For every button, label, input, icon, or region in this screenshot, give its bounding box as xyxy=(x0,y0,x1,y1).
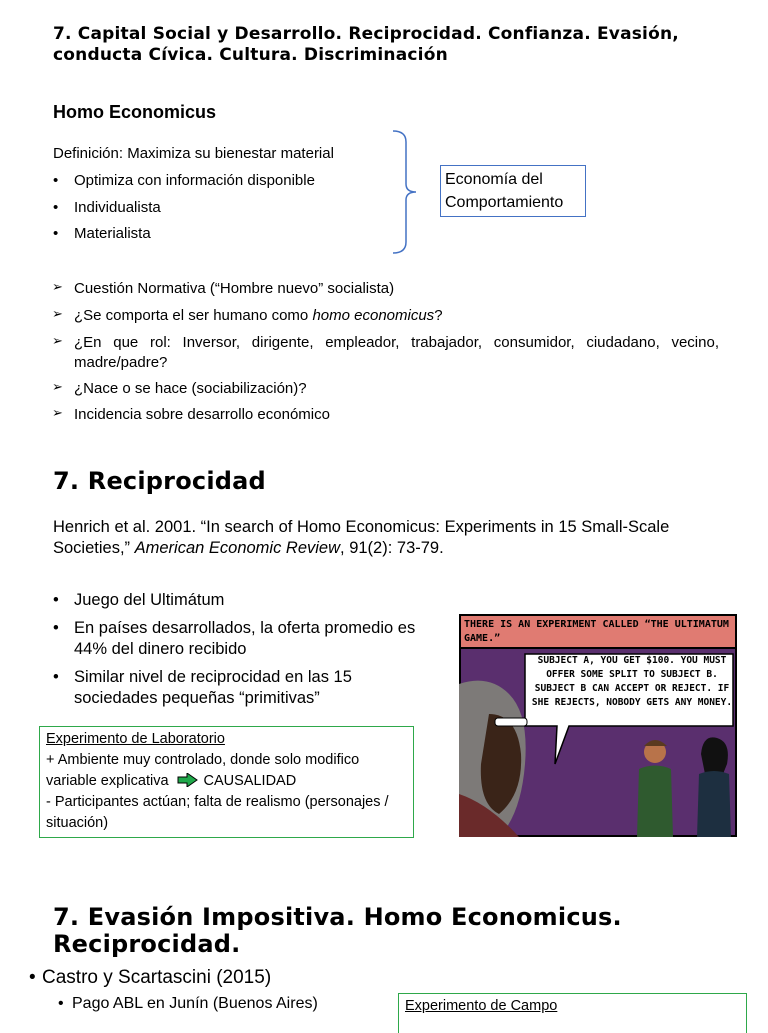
list-item: ¿Se comporta el ser humano como homo economicus? xyxy=(74,307,443,324)
section1-title: 7. Capital Social y Desarrollo. Reciprocidad. Confianza. Evasión, conducta Cívica. Cultura. Discriminación xyxy=(53,24,679,65)
bullet-dot: • xyxy=(53,199,59,216)
arrow-bullet-icon: ➢ xyxy=(52,380,63,395)
list-item: Incidencia sobre desarrollo económico xyxy=(74,406,330,423)
comic-caption: THERE IS AN EXPERIMENT CALLED “THE ULTIMATUM GAME.” xyxy=(464,619,729,644)
definition-text: Definición: Maximiza su bienestar material xyxy=(53,145,334,162)
ultimatum-game-comic xyxy=(459,614,737,837)
arrow-bullet-icon: ➢ xyxy=(52,334,63,349)
list-item: ¿En que rol: Inversor, dirigente, empleador, trabajador, consumidor, ciudadano, vecino, madre/padre? xyxy=(74,334,719,371)
bullet-dot: • xyxy=(29,967,36,988)
list-item: Optimiza con información disponible xyxy=(74,172,315,189)
field-experiment-box xyxy=(398,993,747,1033)
behavioral-economics-box: Economía del Comportamiento xyxy=(440,165,586,217)
green-arrow-icon xyxy=(177,773,199,787)
list-item: En países desarrollados, la oferta promedio es 44% del dinero recibido xyxy=(74,619,416,658)
list-item: Pago ABL en Junín (Buenos Aires) xyxy=(72,995,318,1012)
bullet-dot: • xyxy=(58,995,64,1012)
list-item: Cuestión Normativa (“Hombre nuevo” socialista) xyxy=(74,280,395,297)
bullet-dot: • xyxy=(53,172,59,189)
list-item: Juego del Ultimátum xyxy=(74,591,225,609)
section3-title: 7. Evasión Impositiva. Homo Economicus. Reciprocidad. xyxy=(53,903,622,958)
lab-experiment-box xyxy=(39,726,414,838)
curly-brace-icon xyxy=(390,128,420,258)
arrow-bullet-icon: ➢ xyxy=(52,280,63,295)
lab-box-line1: + Ambiente muy controlado, donde solo modifico variable explicativa CAUSALIDAD xyxy=(46,752,360,789)
bullet-dot: • xyxy=(53,591,59,609)
lab-box-title: Experimento de Laboratorio xyxy=(46,731,225,747)
arrow-bullet-icon: ➢ xyxy=(52,406,63,421)
list-item: Materialista xyxy=(74,225,151,242)
citation-text: Henrich et al. 2001. “In search of Homo Economicus: Experiments in 15 Small-Scale Societies,” American Economic Review, 91(2): 73-79. xyxy=(53,518,670,557)
lab-box-line2: - Participantes actúan; falta de realismo (personajes / situación) xyxy=(46,794,389,831)
field-box-title: Experimento de Campo xyxy=(405,998,558,1014)
list-item: Individualista xyxy=(74,199,161,216)
comic-speech: SUBJECT A, YOU GET $100. YOU MUST OFFER SOME SPLIT TO SUBJECT B. SUBJECT B CAN ACCEPT OR REJECT. IF SHE REJECTS, NOBODY GETS ANY MONEY. xyxy=(531,655,733,708)
bullet-dot: • xyxy=(53,668,59,686)
bullet-dot: • xyxy=(53,225,59,242)
section1-subtitle: Homo Economicus xyxy=(53,102,217,122)
bullet-dot: • xyxy=(53,619,59,637)
list-item: Similar nivel de reciprocidad en las 15 sociedades pequeñas “primitivas” xyxy=(74,668,352,707)
list-item: Castro y Scartascini (2015) xyxy=(42,967,272,988)
section2-title: 7. Reciprocidad xyxy=(53,467,266,495)
arrow-bullet-icon: ➢ xyxy=(52,307,63,322)
list-item: ¿Nace o se hace (sociabilización)? xyxy=(74,380,307,397)
